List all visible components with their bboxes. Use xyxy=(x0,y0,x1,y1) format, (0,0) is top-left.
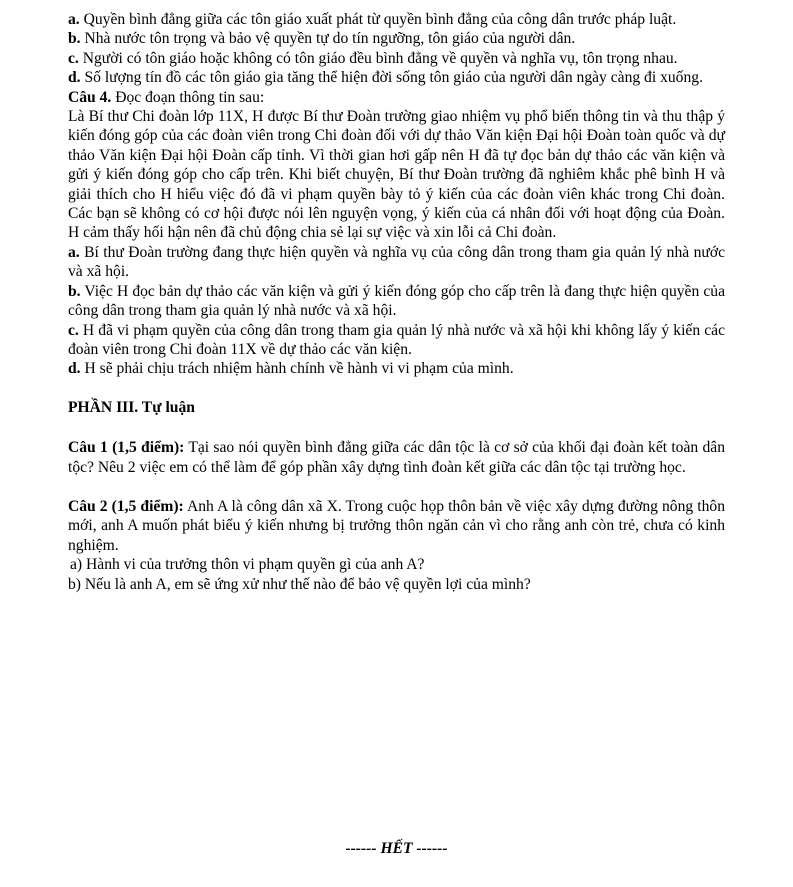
q4-option-b xyxy=(68,282,725,321)
essay-q2 xyxy=(68,497,725,555)
part3-heading xyxy=(68,398,725,417)
q3-option-c xyxy=(68,49,725,68)
question-label: Câu 4. xyxy=(68,88,112,106)
q3-option-a xyxy=(68,10,725,29)
q3-option-b xyxy=(68,29,725,48)
option-label: a. xyxy=(68,11,80,28)
question-text: Tại sao nói quyền bình đẳng giữa các dân tộc là cơ sở của khối đại đoàn kết toàn dân tộc? Nêu 2 việc em có thể làm để góp phần xây dựng tình đoàn kết giữa các dân tộc tại trường học. xyxy=(68,439,725,476)
option-label: b. xyxy=(68,30,81,48)
option-text: Số lượng tín đồ các tôn giáo gia tăng thể hiện đời sống tôn giáo của người dân ngày càng đi xuống. xyxy=(80,69,703,87)
end-marker: ------ HẾT ------ xyxy=(345,840,448,857)
question-intro: Đọc đoạn thông tin sau: xyxy=(111,88,265,106)
question-text: Anh A là công dân xã X. Trong cuộc họp thôn bản về việc xây dựng đường nông thôn mới, anh A muốn phát biểu ý kiến nhưng bị trưởng thôn ngăn cản vì cho rằng anh còn trẻ, chưa có kinh nghiệm. xyxy=(68,497,725,554)
option-text: Quyền bình đẳng giữa các tôn giáo xuất phát từ quyền bình đẳng của công dân trước pháp luật. xyxy=(79,11,677,28)
q4-option-c xyxy=(68,321,725,360)
essay-q1 xyxy=(68,438,725,477)
essay-q2-sub-b: b) Nếu là anh A, em sẽ ứng xử như thế nào để bảo vệ quyền lợi của mình? xyxy=(68,575,531,593)
q3-option-d xyxy=(68,68,725,87)
option-text: Nhà nước tôn trọng và bảo vệ quyền tự do tín ngưỡng, tôn giáo của người dân. xyxy=(80,30,576,48)
question-label: Câu 1 (1,5 điểm): xyxy=(68,439,185,457)
option-label: c. xyxy=(68,49,79,67)
essay-q2-sub-a: a) Hành vi của trưởng thôn vi phạm quyền gì của anh A? xyxy=(70,556,425,574)
section-title: PHẦN III. Tự luận xyxy=(68,398,195,416)
q4-option-d xyxy=(68,359,725,378)
option-text: Người có tôn giáo hoặc không có tôn giáo đều bình đẳng về quyền và nghĩa vụ, tôn trọng nhau. xyxy=(78,49,678,67)
option-label: d. xyxy=(68,360,81,378)
q4-passage: Là Bí thư Chi đoàn lớp 11X, H được Bí thư Đoàn trường giao nhiệm vụ phổ biến thông tin và thu thập ý kiến đóng góp của các đoàn viên trong Chi đoàn đối với dự thảo Văn kiện Đại hội Đoàn toàn quốc và dự thảo Văn kiện Đại hội Đoàn cấp tỉnh. Vì thời gian hơi gấp nên H đã tự đọc bản dự thảo các văn kiện và gửi ý kiến đóng góp cho cấp trên. Khi biết chuyện, Bí thư Đoàn trường đã nghiêm khắc phê bình H và giải thích cho H hiểu việc đó đã vi phạm quyền bày tỏ ý kiến của các đoàn viên khác trong Chi đoàn. Các bạn sẽ không có cơ hội được nói lên nguyện vọng, ý kiến của cá nhân đối với hoạt động của Đoàn. H cảm thấy hối hận nên đã chủ động chia sẻ lại sự việc và xin lỗi cả Chi đoàn. xyxy=(68,108,725,242)
option-label: b. xyxy=(68,282,81,300)
q4-heading xyxy=(68,88,725,107)
option-label: a. xyxy=(68,243,80,261)
option-label: d. xyxy=(68,69,81,87)
option-text: H sẽ phải chịu trách nhiệm hành chính về hành vi vi phạm của mình. xyxy=(80,360,514,378)
option-text: Việc H đọc bản dự thảo các văn kiện và gửi ý kiến đóng góp cho cấp trên là đang thực hiện quyền của công dân trong tham gia quản lý nhà nước và xã hội. xyxy=(68,282,725,320)
option-text: H đã vi phạm quyền của công dân trong tham gia quản lý nhà nước và xã hội khi không lấy ý kiến các đoàn viên trong Chi đoàn 11X về dự thảo các văn kiện. xyxy=(68,321,725,358)
option-label: c. xyxy=(68,321,79,339)
question-label: Câu 2 (1,5 điểm): xyxy=(68,497,184,515)
option-text: Bí thư Đoàn trường đang thực hiện quyền và nghĩa vụ của công dân trong tham gia quản lý nhà nước và xã hội. xyxy=(68,243,725,281)
q4-option-a xyxy=(68,243,725,282)
